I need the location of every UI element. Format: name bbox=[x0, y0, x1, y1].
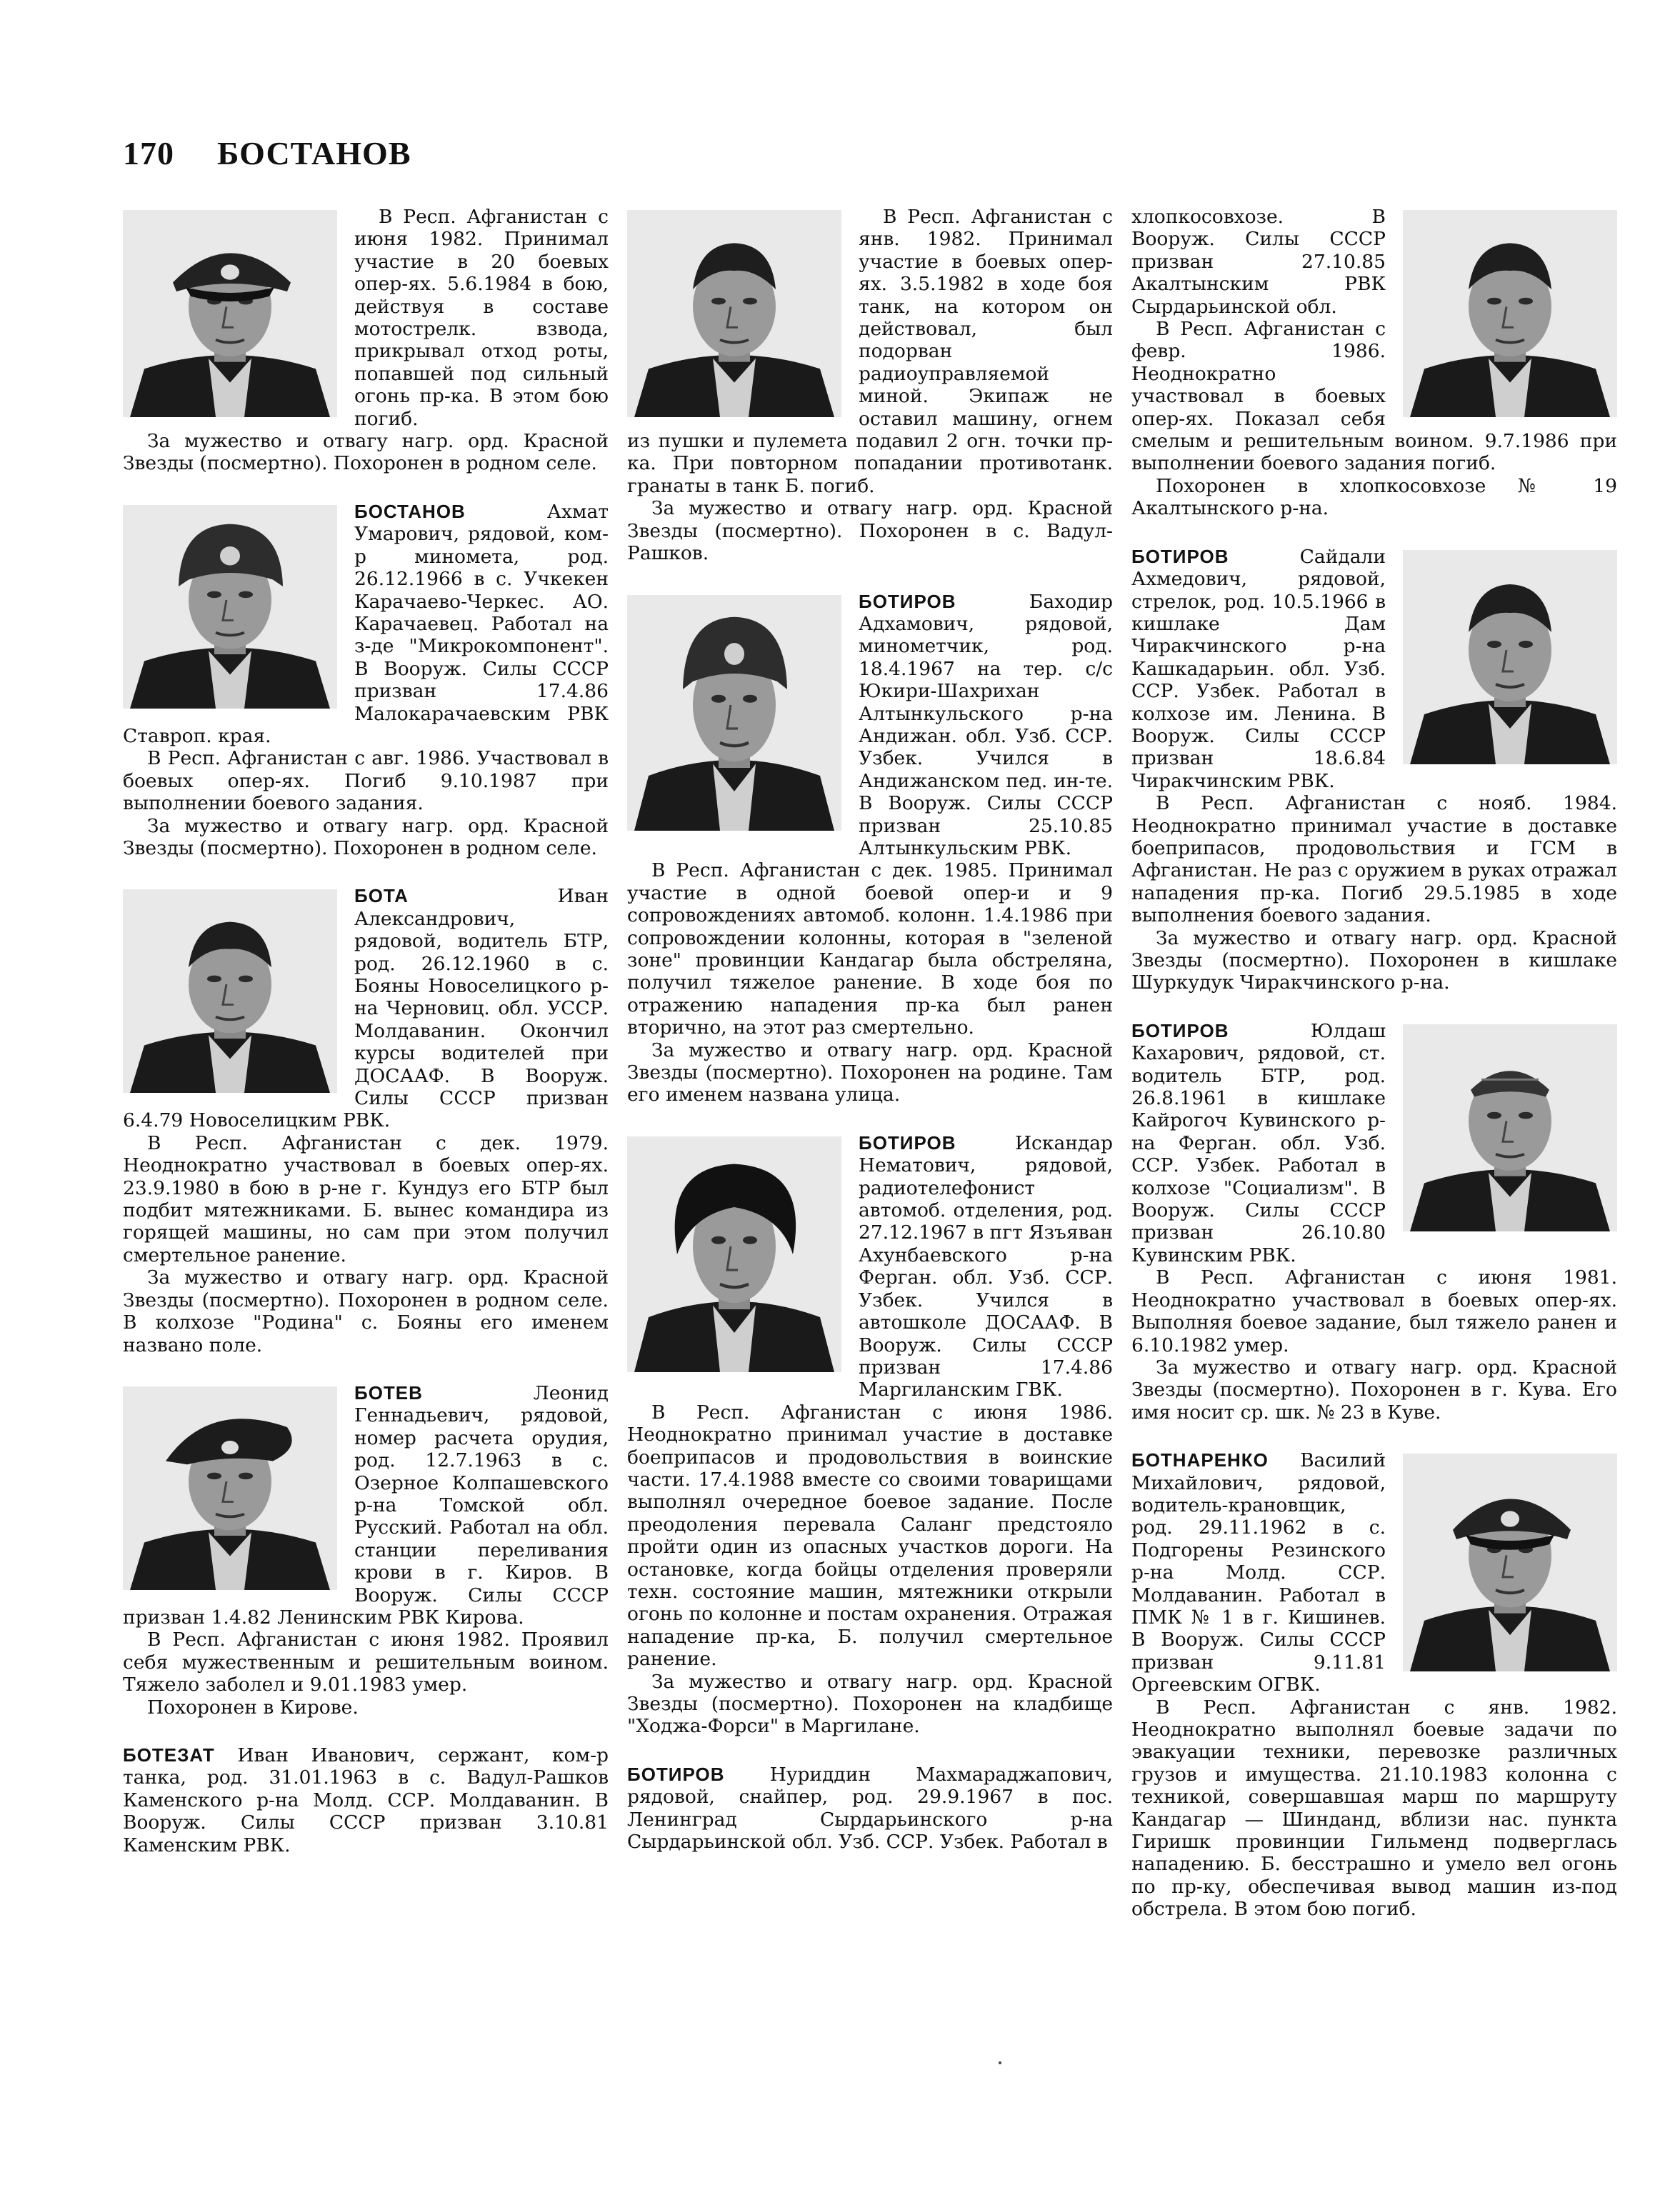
entry-text: За мужество и отвагу нагр. орд. Красной Звезды (посмертно). Похоронен в г. Кува. Его имя носит ср. шк. № 23 в Куве. bbox=[1131, 1356, 1617, 1424]
entry-text: Юлдаш Кахарович, рядовой, ст. водитель БТР, род. 26.8.1961 в кишлаке Кайрогоч Кувинского р-на Ферган. обл. Узб. ССР. Узбек. Работал в колхозе "Социализм". В Вооруж. Силы СССР призван 26.10.80 Кувинским РВК. bbox=[1131, 1019, 1386, 1266]
entry-text: В Респ. Афганистан с янв. 1982. Принимал участие в боевых опер-ях. 3.5.1982 в ходе боя танк, на котором он действовал, был подорван радиоуправляемой миной. Экипаж не оставил машину, огнем из пушки и пулемета подавил 2 огн. точки пр-ка. При повторном попадании противотанк. гранаты в танк Б. погиб. bbox=[627, 206, 1113, 497]
entry-text: В Респ. Афганистан с дек. 1985. Принимал участие в одной боевой опер-и и 9 сопровождениях автомоб. колонн. 1.4.1986 при сопровождении колонны, которая в "зеленой зоне" провинции Кандагар была обстреляна, получил тяжелое ранение. В ходе боя по отражению нападения пр-ка был ранен вторично, на этот раз смертельно. bbox=[627, 859, 1113, 1039]
entry-paragraph bbox=[1131, 475, 1617, 520]
column-3 bbox=[1131, 206, 1617, 1946]
biography-entry bbox=[123, 885, 609, 1356]
entry-text: Искандар Нематович, рядовой, радиотелефонист автомоб. отделения, род. 27.12.1967 в пгт Язъяван Ахунбаевского р-на Ферган. обл. Узб. ССР. Узбек. Учился в автошколе ДОСААФ. В Вооруж. Силы СССР призван 17.4.86 Маргиланским ГВК. bbox=[859, 1131, 1113, 1401]
entry-text: Сайдали Ахмедович, рядовой, стрелок, род. 10.5.1966 в кишлаке Дам Чиракчинского р-на Кашкадарьин. обл. Узб. ССР. Узбек. Работал в колхозе им. Ленина. В Вооруж. Силы СССР призван 18.6.84 Чиракчинским РВК. bbox=[1131, 545, 1386, 792]
young-man-portrait-suit-icon bbox=[1403, 210, 1617, 417]
biography-entry bbox=[123, 1382, 609, 1719]
entry-text: Леонид Геннадьевич, рядовой, номер расчета орудия, род. 12.7.1963 в с. Озерное Колпашевского р-на Томской обл. Русский. Работал на обл. станции переливания крови в г. Киров. В Вооруж. Силы СССР призван 1.4.82 Ленинским РВК Кирова. bbox=[123, 1381, 609, 1629]
biography-entry bbox=[627, 1764, 1113, 1854]
biography-entry bbox=[627, 1132, 1113, 1738]
entry-paragraph bbox=[627, 859, 1113, 1039]
biography-entry bbox=[123, 1744, 609, 1856]
entry-text: Нуриддин Махмараджапович, рядовой, снайпер, род. 29.9.1967 в пос. Ленинград Сырдарьинского р-на Сырдарьинской обл. Узб. ССР. Узбек. Работал в bbox=[627, 1763, 1113, 1854]
entry-text: Баходир Адхамович, рядовой, минометчик, род. 18.4.1967 на тер. с/с Юкири-Шахрихан Алтынкульского р-на Андижан. обл. Узб. ССР. Узбек. Учился в Андижанском пед. ин-те. В Вооруж. Силы СССР призван 25.10.85 Алтынкульским РВК. bbox=[859, 590, 1113, 859]
entry-text: За мужество и отвагу нагр. орд. Красной Звезды (посмертно). Похоронен в родном селе. В колхозе "Родина" с. Бояны его именем названо поле. bbox=[123, 1266, 609, 1356]
portrait-photo bbox=[123, 210, 337, 417]
biography-entry bbox=[123, 206, 609, 475]
entry-text: В Респ. Афганистан с июня 1986. Неоднократно принимал участие в доставке боеприпасов и продовольствия в воинские части. 17.4.1988 вместе со своими товарищами выполнял очередное боевое задание. После преодоления перевала Саланг предстояло пройти один из опасных участков дороги. На остановке, когда бойцы отделения проверяли техн. состояние машин, мятежники открыли огонь по колонне и постам охранения. Отражая нападение пр-ка, Б. получил смертельное ранение. bbox=[627, 1401, 1113, 1671]
entry-surname: БОТЕВ bbox=[354, 1381, 423, 1404]
print-speck bbox=[999, 2061, 1001, 2064]
entry-paragraph bbox=[627, 497, 1113, 564]
portrait-photo bbox=[123, 889, 337, 1093]
entry-paragraph bbox=[123, 815, 609, 860]
portrait-photo bbox=[123, 505, 337, 709]
young-man-portrait-skullcap-icon bbox=[1403, 1024, 1617, 1231]
entry-text: Иван Александрович, рядовой, водитель БТР, род. 26.12.1960 в с. Бояны Новоселицкого р-на Черновиц. обл. УССР. Молдаванин. Окончил курсы водителей при ДОСААФ. В Вооруж. Силы СССР призван 6.4.79 Новоселицким РВК. bbox=[123, 885, 609, 1132]
entry-paragraph bbox=[123, 430, 609, 475]
biography-entry bbox=[123, 501, 609, 860]
biography-entry bbox=[1131, 546, 1617, 994]
entry-text: В Респ. Афганистан с нояб. 1984. Неоднократно принимал участие в доставке боеприпасов, продовольствия и ГСМ в Афганистан. Не раз с оружием в руках отражал нападения пр-ка. Погиб 29.5.1985 в ходе выполнения боевого задания. bbox=[1131, 792, 1617, 927]
soldier-portrait-fur-hat-icon bbox=[627, 595, 841, 831]
entry-paragraph bbox=[627, 1764, 1113, 1854]
biography-entry bbox=[1131, 1020, 1617, 1424]
entry-text: За мужество и отвагу нагр. орд. Красной Звезды (посмертно). Похоронен в родном селе. bbox=[123, 814, 609, 859]
entry-text: За мужество и отвагу нагр. орд. Красной Звезды (посмертно). Похоронен в родном селе. bbox=[123, 430, 609, 475]
entry-text: За мужество и отвагу нагр. орд. Красной Звезды (посмертно). Похоронен в кишлаке Шуркудук Чиракчинского р-на. bbox=[1131, 926, 1617, 994]
biography-entry bbox=[627, 206, 1113, 565]
portrait-photo bbox=[1403, 1024, 1617, 1231]
entry-paragraph bbox=[123, 1132, 609, 1266]
entry-text: За мужество и отвагу нагр. орд. Красной Звезды (посмертно). Похоронен на родине. Там его именем названа улица. bbox=[627, 1039, 1113, 1106]
column-1 bbox=[123, 206, 609, 1882]
entry-paragraph bbox=[627, 1671, 1113, 1738]
entry-text: В Респ. Афганистан с июня 1982. Проявил себя мужественным и решительным воином. Тяжело заболел и 9.01.1983 умер. bbox=[123, 1629, 609, 1696]
soldier-portrait-beret-icon bbox=[123, 1386, 337, 1590]
column-2 bbox=[627, 206, 1113, 1879]
portrait-photo bbox=[123, 1386, 337, 1590]
entry-text: За мужество и отвагу нагр. орд. Красной Звезды (посмертно). Похоронен на кладбище "Ходжа-Форси" в Маргилане. bbox=[627, 1670, 1113, 1738]
young-man-portrait-shirt-icon bbox=[1403, 550, 1617, 764]
entry-surname: БОТИРОВ bbox=[1131, 545, 1229, 567]
portrait-photo bbox=[1403, 1454, 1617, 1671]
entry-paragraph bbox=[1131, 1266, 1617, 1356]
entry-paragraph bbox=[627, 1401, 1113, 1671]
entry-surname: БОТЕЗАТ bbox=[123, 1744, 215, 1766]
soldier-portrait-peaked-cap-icon bbox=[1403, 1454, 1617, 1671]
running-head bbox=[123, 134, 411, 172]
entry-paragraph bbox=[627, 1039, 1113, 1106]
entry-text: В Респ. Афганистан с июня 1982. Принимал участие в 20 боевых опер-ях. 5.6.1984 в бою, действуя в составе мотострелк. взвода, прикрывал отход роты, попавшей под сильный огонь пр-ка. В этом бою погиб. bbox=[354, 206, 609, 430]
entry-paragraph bbox=[1131, 1696, 1617, 1921]
entry-paragraph bbox=[1131, 1356, 1617, 1424]
portrait-photo bbox=[627, 595, 841, 831]
entry-surname: БОТИРОВ bbox=[1131, 1019, 1229, 1041]
portrait-photo bbox=[627, 210, 841, 417]
entry-surname: БОТИРОВ bbox=[627, 1763, 725, 1785]
entry-text: Иван Иванович, сержант, ком-р танка, род. 31.01.1963 в с. Вадул-Рашков Каменского р-на Молд. ССР. Молдаванин. В Вооруж. Силы СССР призван 3.10.81 Каменским РВК. bbox=[123, 1744, 609, 1856]
entry-surname: БОТНАРЕНКО bbox=[1131, 1449, 1269, 1471]
entry-paragraph bbox=[123, 1744, 609, 1856]
entry-text: Ахмат Умарович, рядовой, ком-р миномета, род. 26.12.1966 в с. Учкекен Карачаево-Черкес. АО. Карачаевец. Работал на з-де "Микрокомпонент". В Вооруж. Силы СССР призван 17.4.86 Малокарачаевским РВК Ставроп. края. bbox=[123, 500, 609, 747]
entry-surname: БОСТАНОВ bbox=[354, 500, 466, 522]
portrait-photo bbox=[1403, 550, 1617, 764]
entry-text: В Респ. Афганистан с янв. 1982. Неоднократно выполнял боевые задачи по эвакуации техники, перевозке различных грузов и имущества. 21.10.1983 колонна с техникой, совершавшая марш по маршруту Кандагар — Шинданд, вблизи нас. пункта Гиришк провинции Гильменд подверглась нападению. Б. бесстрашно и умело вел огонь по пр-ку, обеспечивая вывод машин из-под обстрела. В этом бою погиб. bbox=[1131, 1696, 1617, 1921]
entry-text: Похоронен в Кирове. bbox=[147, 1696, 359, 1719]
entry-surname: БОТА bbox=[354, 885, 409, 907]
entry-text: В Респ. Афганистан с февр. 1986. Неоднократно участвовал в боевых опер-ях. Показал себя смелым и решительным воином. 9.7.1986 при выполнении боевого задания погиб. bbox=[1131, 318, 1617, 475]
entry-paragraph bbox=[1131, 927, 1617, 994]
entry-paragraph bbox=[1131, 792, 1617, 926]
entry-paragraph bbox=[123, 1266, 609, 1356]
entry-surname: БОТИРОВ bbox=[859, 590, 956, 612]
entry-surname: БОТИРОВ bbox=[859, 1131, 956, 1154]
entry-text: В Респ. Афганистан с авг. 1986. Участвовал в боевых опер-ях. Погиб 9.10.1987 при выполнении боевого задания. bbox=[123, 747, 609, 815]
biography-entry bbox=[1131, 1449, 1617, 1921]
entry-paragraph bbox=[123, 1629, 609, 1696]
page-number: 170 bbox=[123, 135, 174, 171]
entry-paragraph bbox=[123, 1696, 609, 1719]
biography-entry bbox=[1131, 206, 1617, 520]
running-title: БОСТАНОВ bbox=[217, 135, 411, 171]
entry-text: Похоронен в хлопкосовхозе № 19 Акалтынского р-на. bbox=[1131, 474, 1617, 520]
entry-text: В Респ. Афганистан с июня 1981. Неоднократно участвовал в боевых опер-ях. Выполняя боевое задание, был тяжело ранен и 6.10.1982 умер. bbox=[1131, 1266, 1617, 1356]
entry-text: За мужество и отвагу нагр. орд. Красной Звезды (посмертно). Похоронен в с. Вадул-Рашков. bbox=[627, 497, 1113, 565]
entry-text: В Респ. Афганистан с дек. 1979. Неоднократно участвовал в боевых опер-ях. 23.9.1980 в бою в р-не г. Кундуз его БТР был подбит мятежниками. Б. вынес командира из горящей машины, но сам при этом получил смертельное ранение. bbox=[123, 1131, 609, 1266]
portrait-photo bbox=[627, 1136, 841, 1372]
soldier-portrait-uniform-icon bbox=[123, 889, 337, 1093]
young-man-portrait-curly-icon bbox=[627, 1136, 841, 1372]
entry-paragraph bbox=[123, 747, 609, 814]
biography-entry bbox=[627, 591, 1113, 1106]
portrait-photo bbox=[1403, 210, 1617, 417]
entry-text: Василий Михайлович, рядовой, водитель-крановщик, род. 29.11.1962 в с. Подгорены Резинского р-на Молд. ССР. Молдаванин. Работал в ПМК № 1 в г. Кишинев. В Вооруж. Силы СССР призван 9.11.81 Оргеевским ОГВК. bbox=[1131, 1449, 1386, 1696]
soldier-portrait-tank-crew-icon bbox=[627, 210, 841, 417]
soldier-portrait-cap-icon bbox=[123, 210, 337, 417]
soldier-portrait-winter-hat-icon bbox=[123, 505, 337, 709]
entry-text: хлопкосовхозе. В Вооруж. Силы СССР призван 27.10.85 Акалтынским РВК Сырдарьинской обл. bbox=[1131, 206, 1386, 318]
